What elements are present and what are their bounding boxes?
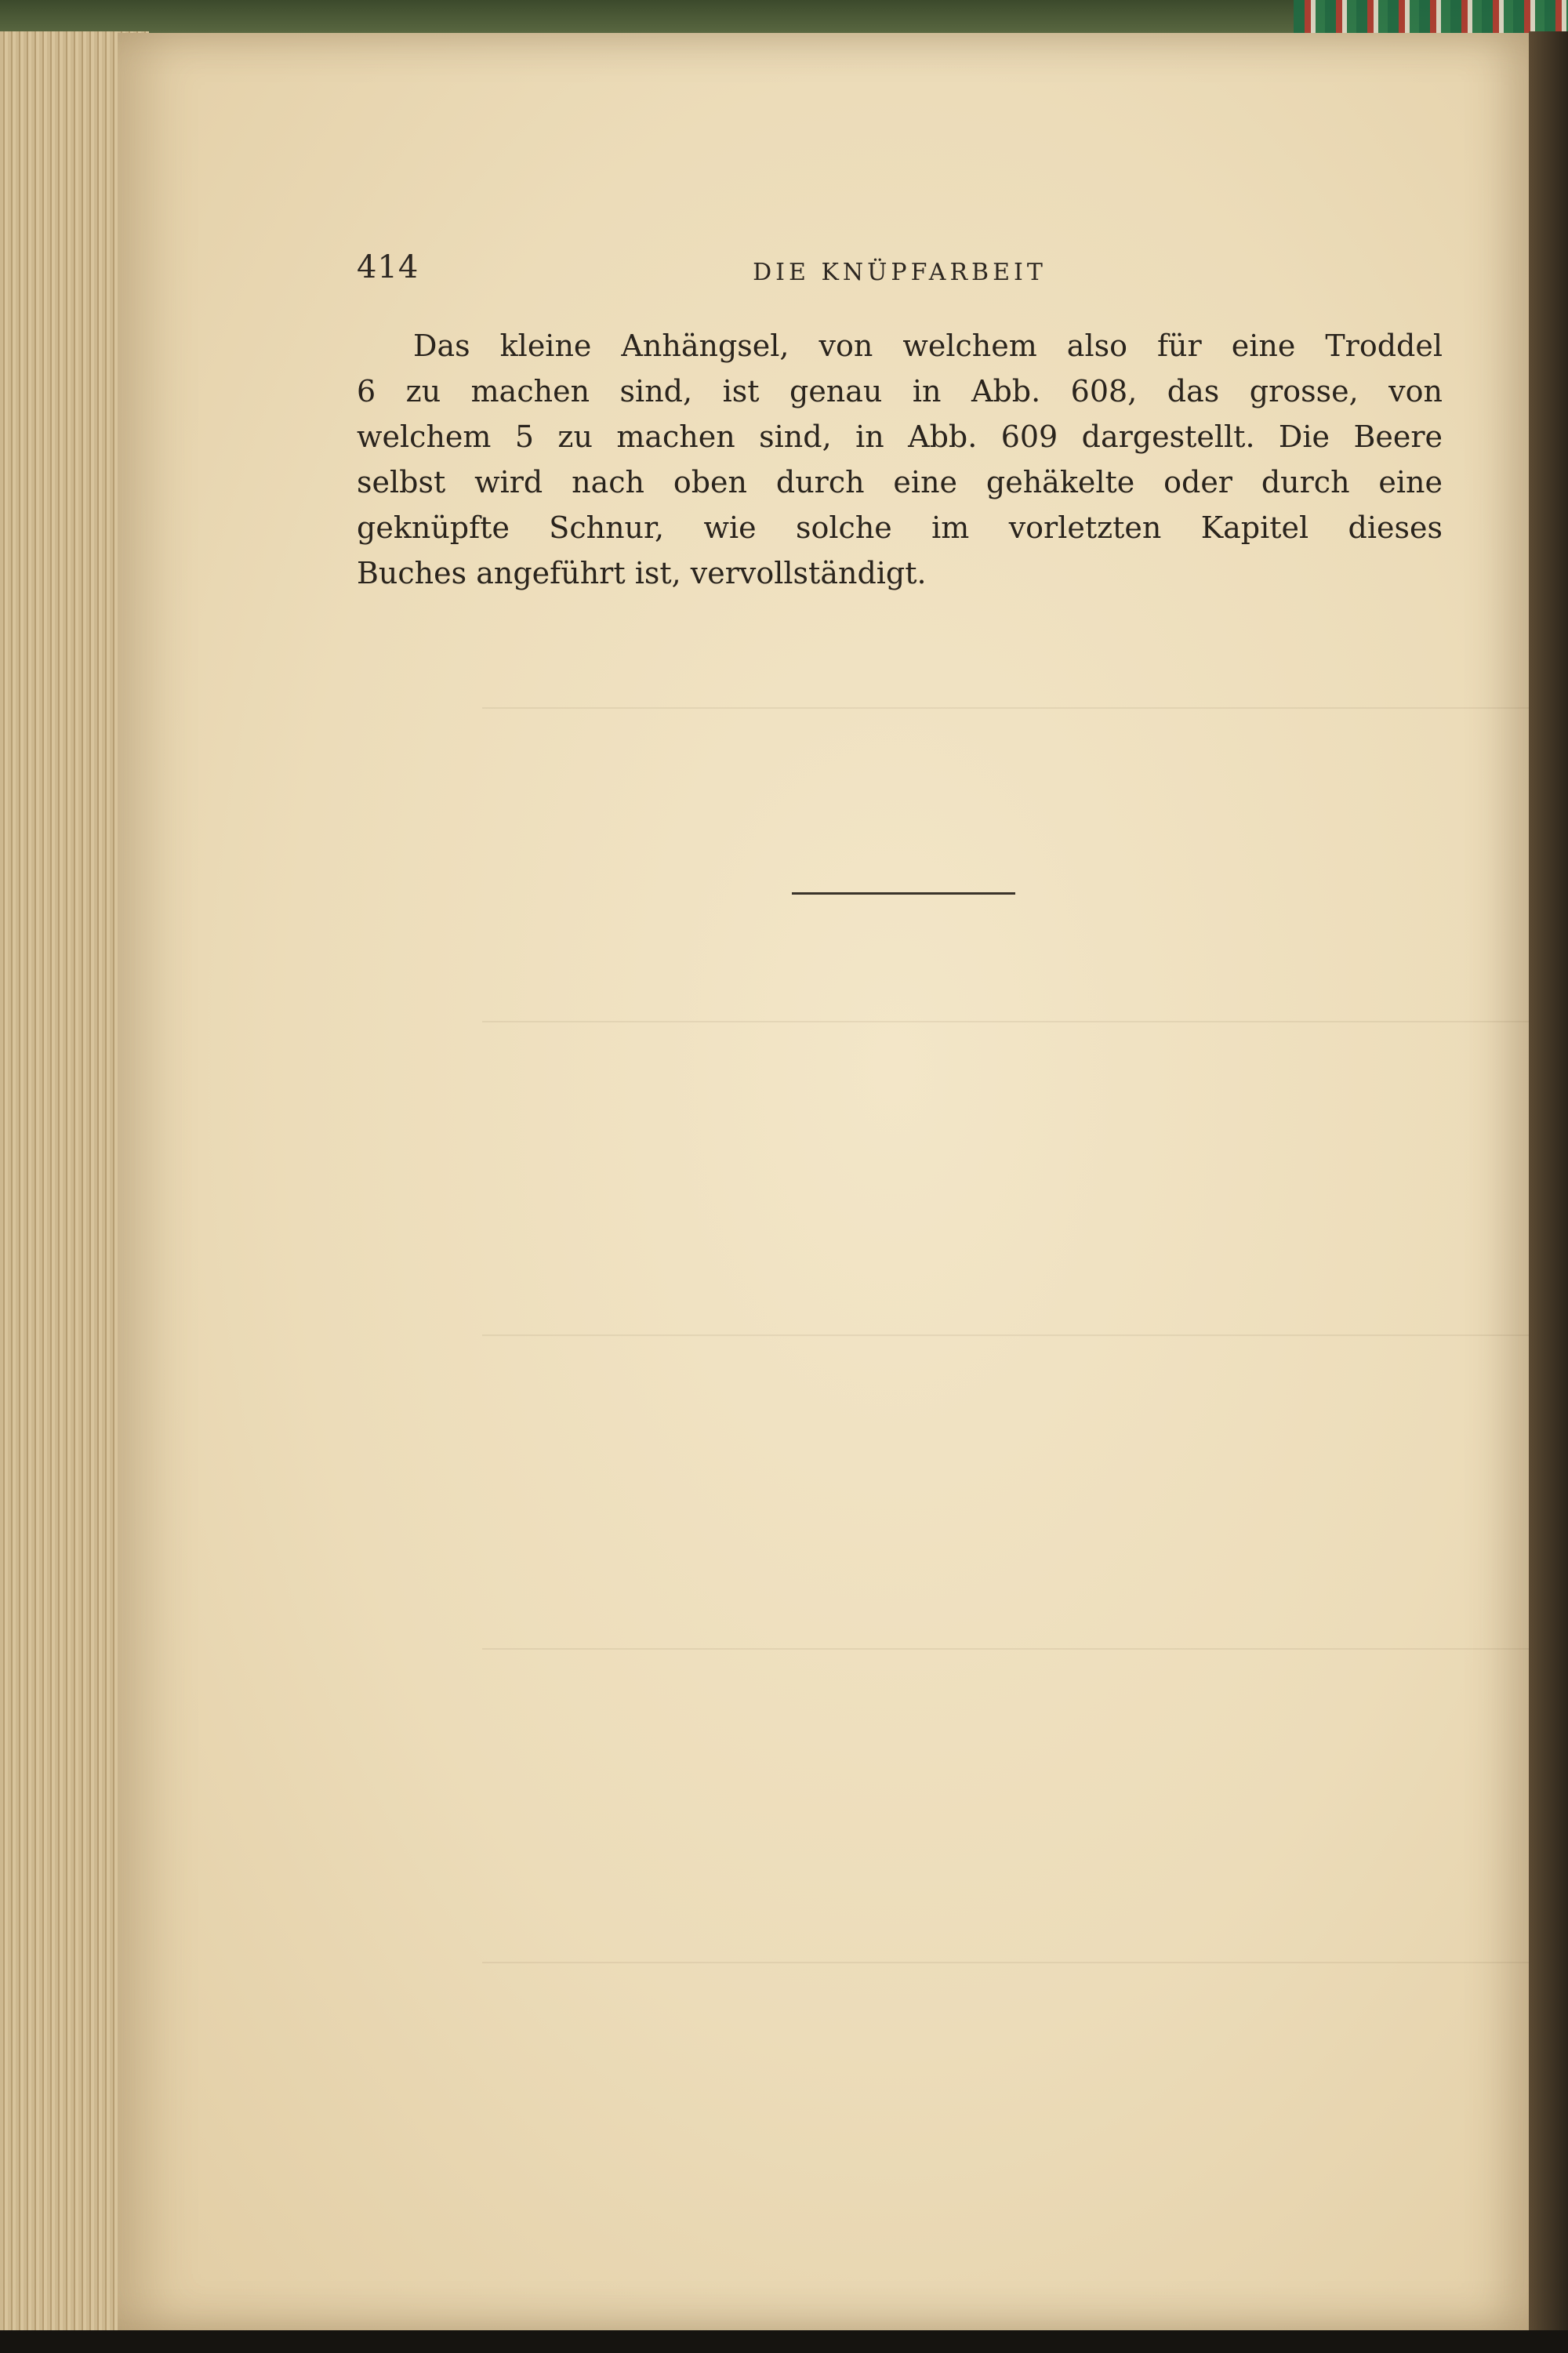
- text-line: 6 zu machen sind, ist genau in Abb. 608, das grosse, von: [357, 374, 1443, 409]
- chapter-title: DIE KNÜPFARBEIT: [753, 259, 1047, 286]
- text-line: Das kleine Anhängsel, von welchem also für eine Troddel: [413, 329, 1443, 363]
- text-line: Buches angeführt ist, vervollständigt.: [357, 556, 927, 590]
- running-head: [357, 249, 1443, 296]
- paragraph: [357, 323, 1443, 596]
- page-number: 414: [357, 249, 419, 285]
- section-end-rule: [792, 892, 1015, 895]
- text-line: geknüpfte Schnur, wie solche im vorletzten Kapitel dieses: [357, 510, 1443, 545]
- text-line: selbst wird nach oben durch eine gehäkelte oder durch eine: [357, 465, 1443, 499]
- scan-bottom-edge: [0, 2330, 1568, 2353]
- book-right-edge: [1529, 31, 1568, 2337]
- text-line: welchem 5 zu machen sind, in Abb. 609 dargestellt. Die Beere: [357, 419, 1443, 454]
